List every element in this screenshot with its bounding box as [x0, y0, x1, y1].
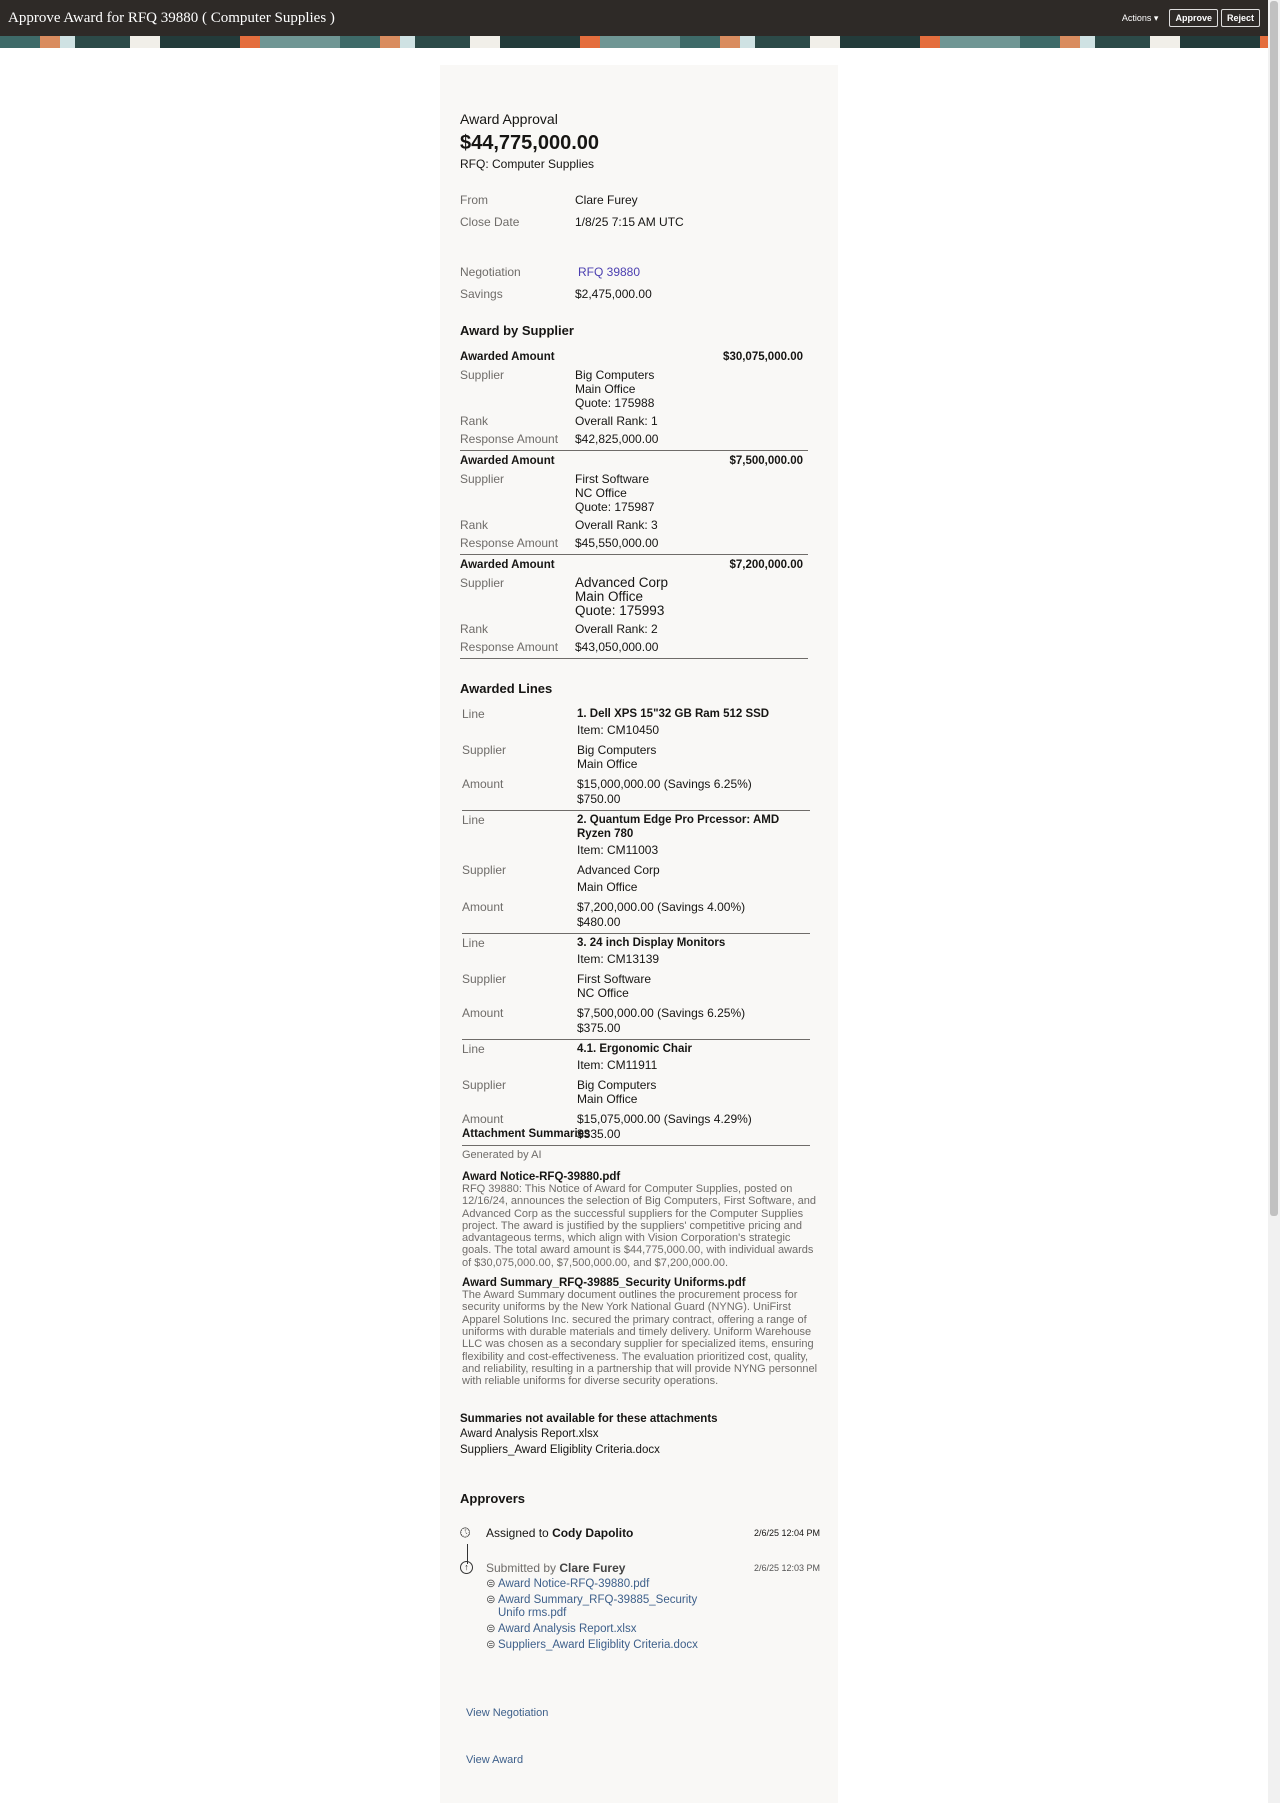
awarded-amount: $7,200,000.00 [729, 559, 803, 571]
attachment-link[interactable]: ⊜ Suppliers_Award Eligiblity Criteria.docx [486, 1639, 698, 1651]
supplier-award [460, 450, 808, 554]
negotiation-link[interactable]: RFQ 39880 [578, 265, 641, 279]
submitted-name: Clare Furey [559, 1561, 626, 1575]
decorative-banner [0, 36, 1268, 48]
awarded-lines-title: Awarded Lines [460, 681, 553, 696]
unavailable-file: Award Analysis Report.xlsx [460, 1428, 599, 1440]
rank-row: Rank Overall Rank: 3 [460, 518, 658, 532]
reject-button[interactable]: Reject [1221, 9, 1260, 27]
supplier-row: Supplier Advanced Corp Main Office Quote: 175993 [460, 575, 669, 618]
negotiation-label: Negotiation [460, 265, 521, 279]
approve-button[interactable]: Approve [1169, 9, 1218, 27]
attachment-summary: Award Summary_RFQ-39885_Security Uniforms.pdf The Award Summary document outlines the procurement process for security uniforms by the New York National Guard (NYNG). UniFirst Apparel Solutions Inc. secured the primary contract, offering a range of uniforms with durable materials and timely delivery. Uniform Warehouse LLC was chosen as a secondary supplier for specialized items, ensuring flexibility and cost-effectiveness. The evaluation prioritized cost, quality, and reliability, resulting in a partnership that will provide NYNG personnel with reliable uniforms for diverse security operations. [462, 1277, 818, 1388]
approval-card [440, 65, 838, 1803]
awarded-amount: $7,500,000.00 [729, 455, 803, 467]
attachment-link[interactable]: ⊜ Award Summary_RFQ-39885_Security Unifo rms.pdf [486, 1594, 698, 1619]
award-by-supplier-title: Award by Supplier [460, 323, 574, 338]
card-heading: Award Approval [460, 111, 558, 127]
submitted-prefix: Submitted by [486, 1561, 557, 1575]
awarded-line: Line 1. Dell XPS 15"32 GB Ram 512 SSD Item: CM10450 Supplier Big Computers Main Office Amount $15,000,000.00 (Savings 6.25%) $750.00 [462, 707, 770, 806]
close-date-label: Close Date [460, 215, 520, 229]
rank-row: Rank Overall Rank: 2 [460, 622, 658, 636]
supplier-row: Supplier First Software NC Office Quote: 175987 [460, 472, 655, 514]
supplier-row: Supplier Big Computers Main Office Quote: 175988 [460, 368, 655, 410]
paperclip-icon: ⊜ [486, 1623, 496, 1635]
assigned-prefix: Assigned to [486, 1526, 549, 1540]
total-amount: $44,775,000.00 [460, 132, 600, 154]
savings-value: $2,475,000.00 [575, 287, 652, 301]
awarded-amount: $30,075,000.00 [723, 351, 803, 363]
response-row: Response Amount $45,550,000.00 [460, 536, 659, 550]
supplier-award [460, 347, 808, 450]
attachment-link[interactable]: ⊜ Award Notice-RFQ-39880.pdf [486, 1578, 650, 1590]
from-label: From [460, 193, 488, 207]
generated-by-ai: Generated by AI [462, 1149, 542, 1161]
from-value: Clare Furey [575, 193, 638, 207]
clock-icon: 🕓︎ [460, 1525, 471, 1540]
rank-row: Rank Overall Rank: 1 [460, 414, 658, 428]
actions-menu[interactable]: Actions ▾ [1121, 12, 1159, 23]
page-header [0, 0, 1268, 36]
supplier-award [460, 554, 808, 658]
view-negotiation-link[interactable]: View Negotiation [466, 1707, 549, 1719]
unavailable-title: Summaries not available for these attachments [460, 1413, 718, 1425]
savings-label: Savings [460, 287, 503, 301]
awarded-line: Line 3. 24 inch Display Monitors Item: CM13139 Supplier First Software NC Office Amount $7,500,000.00 (Savings 6.25%) $375.00 [462, 933, 810, 1039]
paperclip-icon: ⊜ [486, 1578, 496, 1590]
awarded-amount-label: Awarded Amount [460, 455, 555, 467]
attachment-summary: Award Notice-RFQ-39880.pdf RFQ 39880: This Notice of Award for Computer Supplies, posted on 12/16/24, announces the selection of Big Computers, First Software, and Advanced Corp as the successful suppliers for the Computer Supplies project. The award is justified by the suppliers' competitive pricing and advantageous terms, which align with Vision Corporation's strategic goals. The total award amount is $44,775,000.00, with individual awards of $30,075,000.00, $7,500,000.00, and $7,200,000.00. [462, 1171, 817, 1269]
attachment-link[interactable]: ⊜ Award Analysis Report.xlsx [486, 1623, 637, 1635]
unavailable-file: Suppliers_Award Eligiblity Criteria.docx [460, 1444, 660, 1456]
awarded-line: Line 2. Quantum Edge Pro Prcessor: AMD Ryzen 780 Item: CM11003 Supplier Advanced Corp Main Office Amount $7,200,000.00 (Savings 4.00%) $480.00 [462, 810, 810, 933]
close-date-value: 1/8/25 7:15 AM UTC [575, 215, 684, 229]
paperclip-icon: ⊜ [486, 1594, 496, 1606]
view-award-link[interactable]: View Award [466, 1754, 524, 1766]
page-title: Approve Award for RFQ 39880 ( Computer Supplies ) [8, 9, 335, 26]
arrow-up-circle-icon: ↑ [460, 1561, 473, 1574]
attachment-summaries-title: Attachment Summaries [462, 1128, 591, 1140]
awarded-amount-label: Awarded Amount [460, 559, 555, 571]
paperclip-icon: ⊜ [486, 1639, 496, 1651]
approvers-title: Approvers [460, 1491, 526, 1506]
assigned-time: 2/6/25 12:04 PM [753, 1528, 820, 1538]
assigned-name: Cody Dapolito [552, 1526, 634, 1540]
submitted-time: 2/6/25 12:03 PM [753, 1563, 820, 1573]
response-row: Response Amount $43,050,000.00 [460, 640, 659, 654]
scrollbar-thumb[interactable] [1270, 1, 1278, 1216]
rfq-name: RFQ: Computer Supplies [460, 157, 595, 171]
scrollbar[interactable] [1268, 0, 1280, 1803]
response-row: Response Amount $42,825,000.00 [460, 432, 659, 446]
awarded-amount-label: Awarded Amount [460, 351, 555, 363]
awarded-line: Line 4.1. Ergonomic Chair Item: CM11911 Supplier Big Computers Main Office Amount $15,075,000.00 (Savings 4.29%) $335.00 [462, 1039, 810, 1145]
